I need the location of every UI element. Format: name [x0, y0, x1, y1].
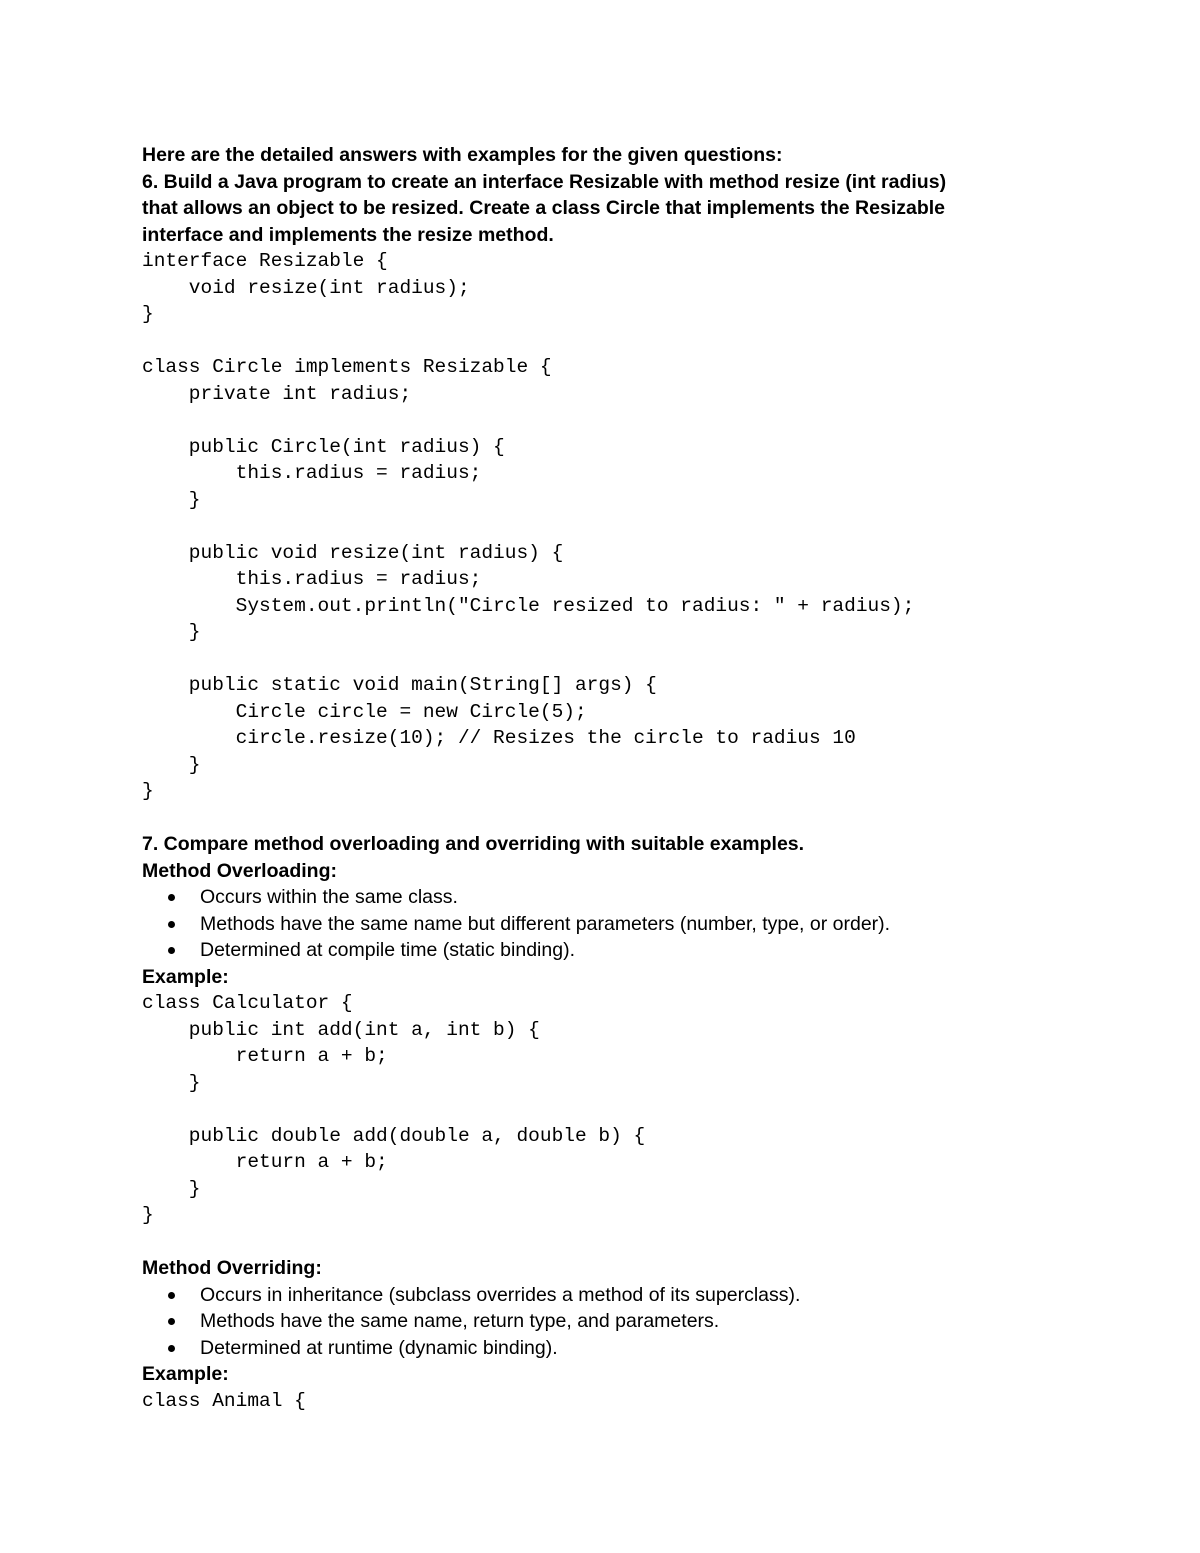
- list-item: [142, 1335, 1062, 1362]
- list-item-text: Occurs in inheritance (subclass overrides a method of its superclass).: [200, 1283, 801, 1306]
- question-6-line-2: that allows an object to be resized. Create a class Circle that implements the Resizable: [142, 197, 946, 219]
- list-item-text: Methods have the same name, return type, and parameters.: [200, 1310, 720, 1332]
- list-item-text: Determined at compile time (static binding).: [200, 939, 575, 961]
- bullet-icon: [168, 894, 175, 901]
- list-item-text: Occurs within the same class.: [200, 886, 458, 908]
- overloading-heading: Method Overloading:: [142, 859, 337, 882]
- overriding-example-label: Example:: [142, 1363, 229, 1385]
- spacer: [142, 1229, 1062, 1256]
- question-6-line-3: interface and implements the resize method.: [142, 223, 554, 246]
- list-item: [142, 937, 1062, 964]
- overriding-bullet-list: [142, 1282, 1062, 1362]
- list-item: [142, 884, 1062, 911]
- bullet-icon: [168, 1318, 175, 1325]
- list-item: [142, 1308, 1062, 1335]
- calculator-code-block: class Calculator { public int add(int a, int b) { return a + b; } public double add(double a, double b) { return a + b; } }: [142, 992, 646, 1226]
- animal-code-block: class Animal {: [142, 1389, 306, 1412]
- question-7-heading: 7. Compare method overloading and overriding with suitable examples.: [142, 833, 805, 855]
- intro-text: Here are the detailed answers with examples for the given questions:: [142, 144, 783, 166]
- document-page: [142, 142, 1062, 1414]
- question-6-line-1: 6. Build a Java program to create an interface Resizable with method resize (int radius): [142, 170, 947, 193]
- bullet-icon: [168, 921, 175, 928]
- list-item-text: Methods have the same name but different parameters (number, type, or order).: [200, 912, 891, 935]
- list-item-text: Determined at runtime (dynamic binding).: [200, 1336, 558, 1359]
- bullet-icon: [168, 1345, 175, 1352]
- overloading-bullet-list: [142, 884, 1062, 964]
- list-item: [142, 1282, 1062, 1309]
- bullet-icon: [168, 1292, 175, 1299]
- resizable-code-block: interface Resizable { void resize(int radius); } class Circle implements Resizable { private int radius; public Circle(int radius) { this.radius = radius; } public void resize(int radius) { this.radius = radius; System.out.println("Circle resized to radius: " + radius); } public static void main(String[] args) { Circle circle = new Circle(5); circle.resize(10); // Resizes the circle to radius 10 } }: [142, 250, 915, 802]
- list-item: [142, 911, 1062, 938]
- overloading-example-label: Example:: [142, 965, 229, 988]
- overriding-heading: Method Overriding:: [142, 1257, 322, 1279]
- bullet-icon: [168, 947, 175, 954]
- spacer: [142, 805, 1062, 832]
